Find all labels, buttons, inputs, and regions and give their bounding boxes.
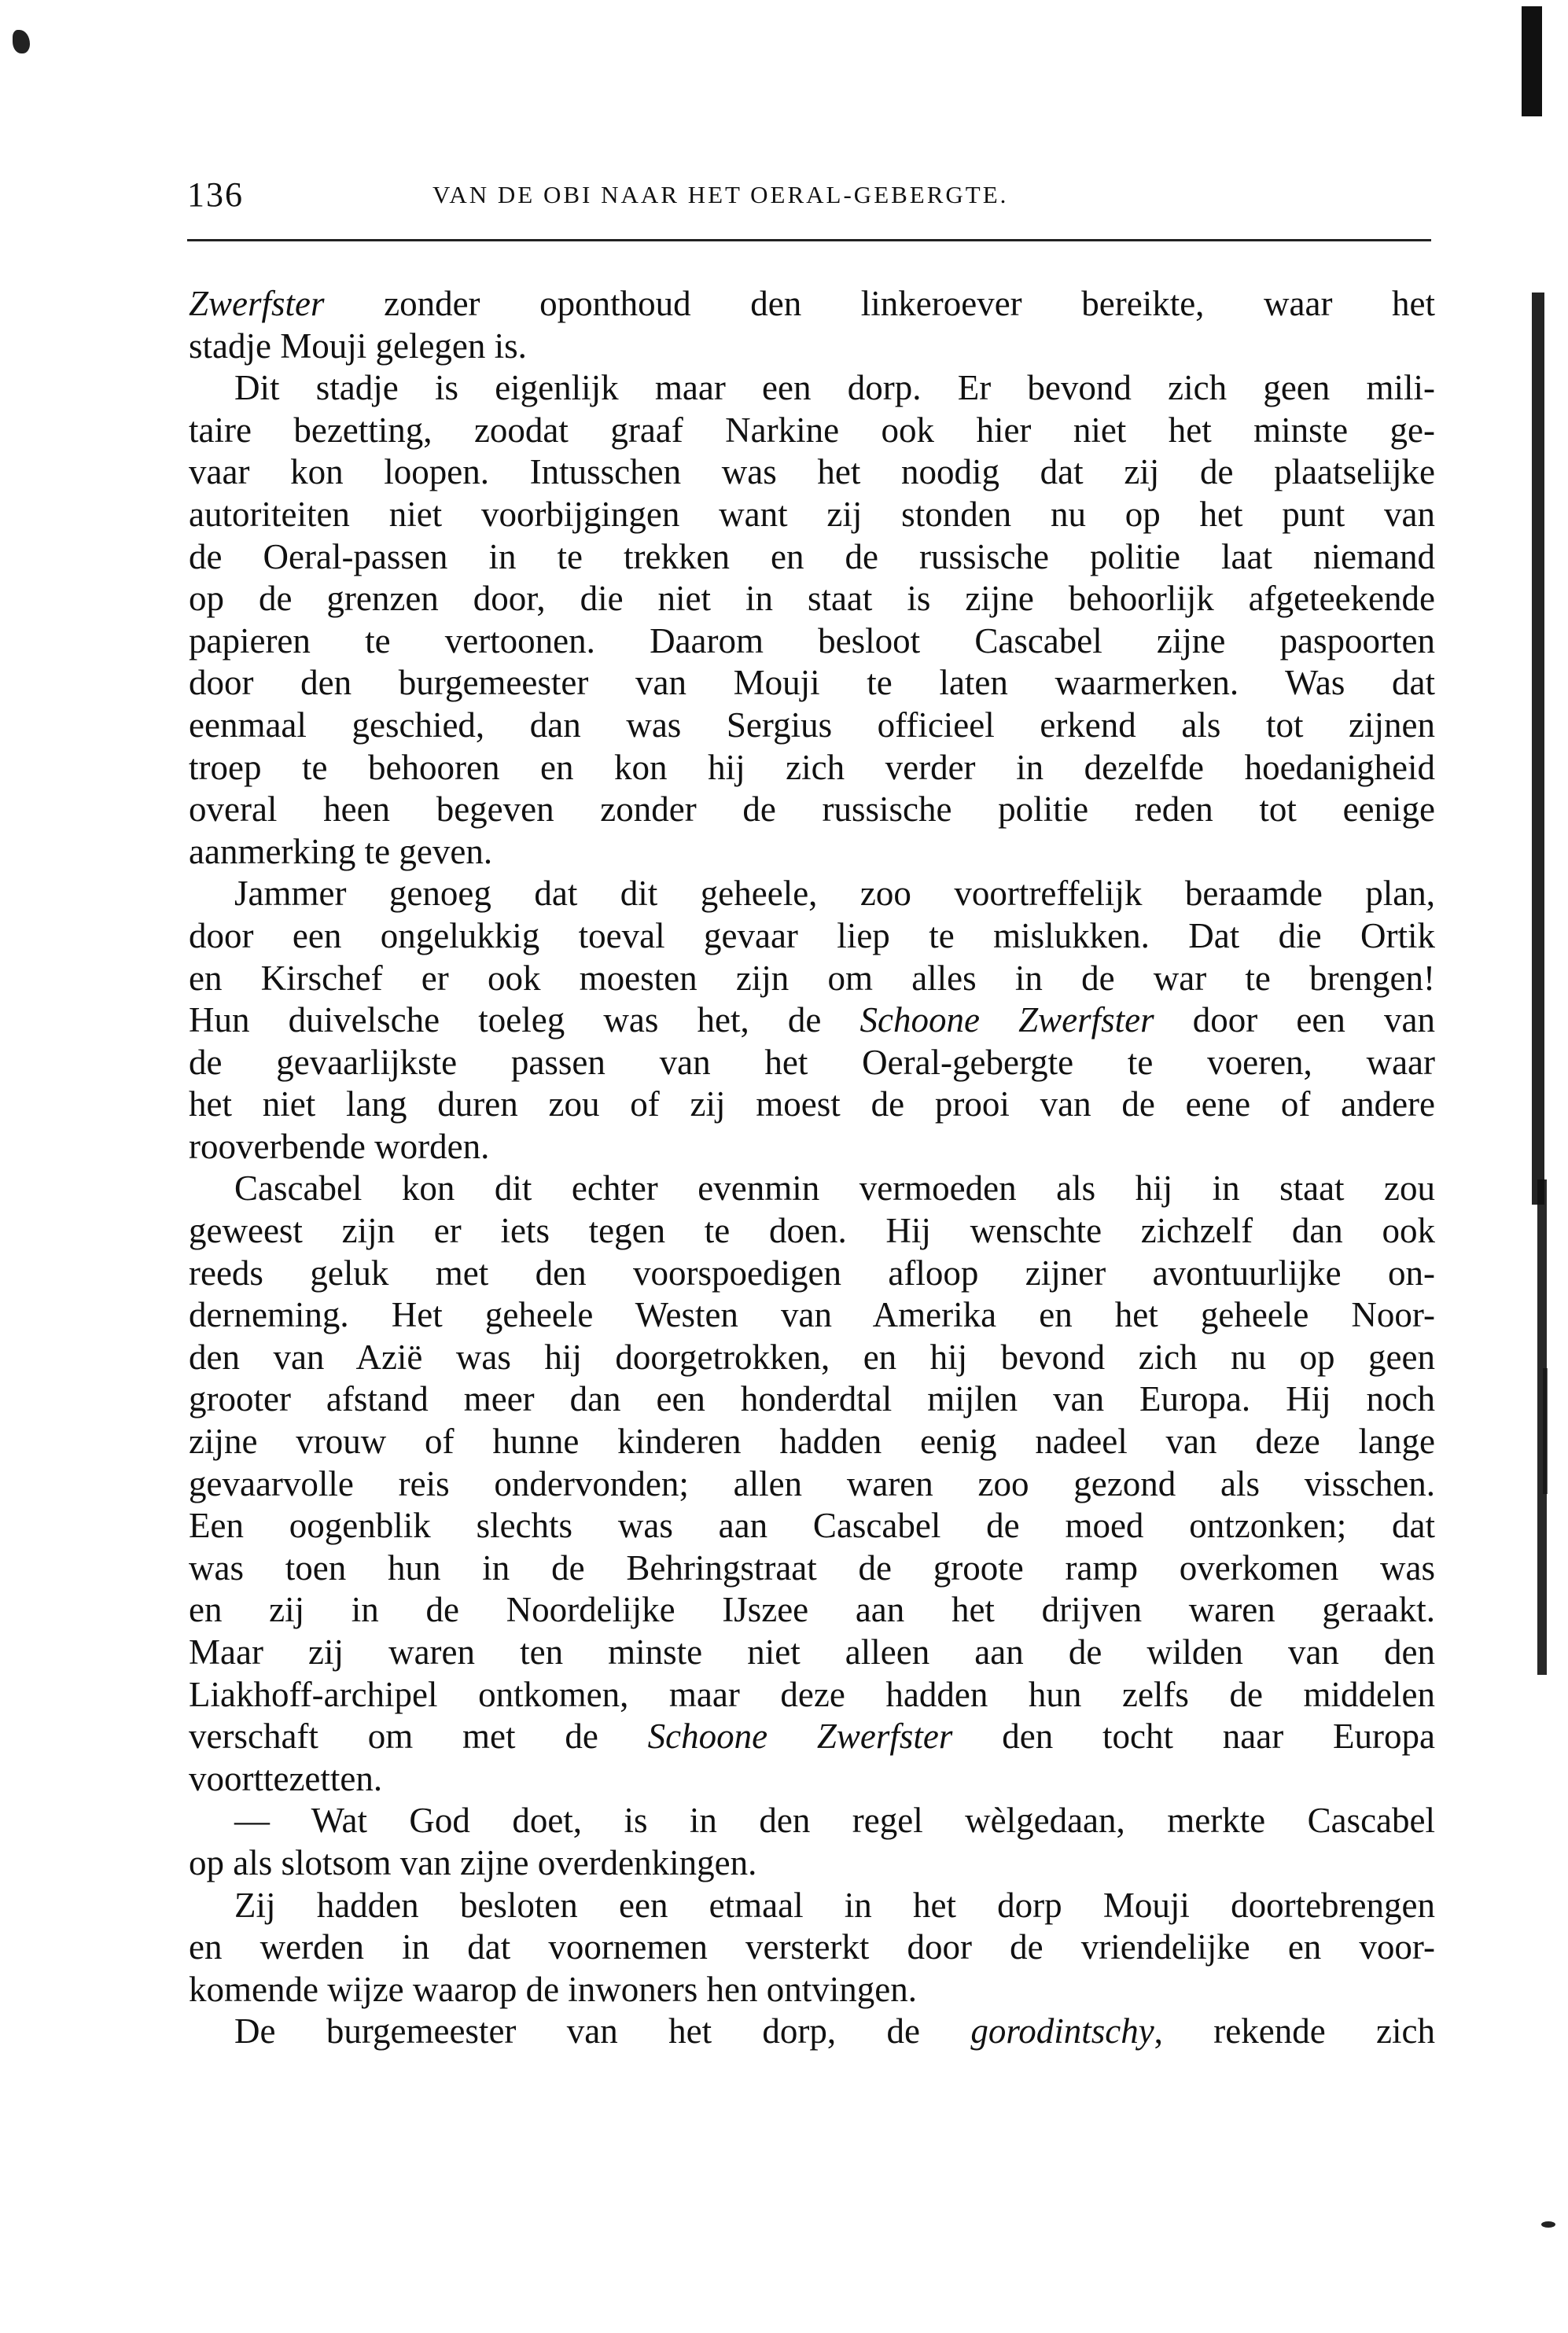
- text-line: [189, 789, 1435, 831]
- text-segment: was toen hun in de Behringstraat de groote ramp overkomen was: [189, 1547, 1435, 1588]
- text-segment: overal heen begeven zonder de russische politie reden tot eenige: [189, 789, 1435, 830]
- page-header: [187, 175, 1437, 222]
- text-line: [189, 578, 1435, 620]
- text-line: [189, 536, 1435, 579]
- text-segment: door een ongelukkig toeval gevaar liep te mislukken. Dat die Ortik: [189, 915, 1435, 955]
- text-segment: derneming. Het geheele Westen van Amerika en het geheele Noor-: [189, 1295, 1435, 1335]
- text-segment: Dit stadje is eigenlijk maar een dorp. Er bevond zich geen mili-: [234, 368, 1435, 408]
- text-line: [189, 367, 1435, 410]
- text-segment: troep te behooren en kon hij zich verder in dezelfde hoedanigheid: [189, 747, 1435, 787]
- text-line: [189, 1842, 1435, 1885]
- running-title: VAN DE OBI NAAR HET OERAL-GEBERGTE.: [432, 181, 1009, 208]
- text-segment: de Oeral-passen in te trekken en de russische politie laat niemand: [189, 536, 1435, 576]
- scan-speck: [1541, 2221, 1555, 2228]
- italic-text: Zwerfster: [189, 284, 325, 323]
- text-line: [189, 1084, 1435, 1126]
- italic-text: Schoone Zwerfster: [647, 1717, 953, 1757]
- text-segment: taire bezetting, zoodat graaf Narkine ook hier niet het minste ge-: [189, 410, 1435, 450]
- text-segment: en zij in de Noordelijke IJszee aan het drijven waren geraakt.: [189, 1590, 1435, 1630]
- text-segment: autoriteiten niet voorbijgingen want zij stonden nu op het punt van: [189, 494, 1435, 534]
- text-segment: reeds geluk met den voorspoedigen afloop zijner avontuurlijke on-: [189, 1253, 1435, 1293]
- text-segment: stadje Mouji gelegen is.: [189, 326, 527, 366]
- text-segment: Zij hadden besloten een etmaal in het dorp Mouji doortebrengen: [234, 1885, 1435, 1925]
- text-segment: voorttezetten.: [189, 1758, 383, 1798]
- text-line: [189, 1210, 1435, 1253]
- text-segment: door den burgemeester van Mouji te laten waarmerken. Was dat: [189, 663, 1435, 703]
- text-line: [189, 915, 1435, 958]
- text-segment: vaar kon loopen. Intusschen was het noodig dat zij de plaatselijke: [189, 452, 1435, 492]
- text-segment: gevaarvolle reis ondervonden; allen waren zoo gezond als visschen.: [189, 1463, 1435, 1503]
- binding-shadow-top: [1522, 6, 1542, 116]
- text-line: [189, 1168, 1435, 1210]
- text-segment: Cascabel kon dit echter evenmin vermoeden als hij in staat zou: [234, 1168, 1435, 1209]
- text-line: [189, 1969, 1435, 2011]
- text-line: [189, 958, 1435, 1000]
- italic-text: Schoone Zwerfster: [859, 1000, 1154, 1040]
- binding-shadow-middle: [1532, 293, 1544, 1205]
- text-line: [189, 1674, 1435, 1717]
- text-segment: grooter afstand meer dan een honderdtal mijlen van Europa. Hij noch: [189, 1379, 1435, 1419]
- text-line: [189, 1758, 1435, 1801]
- text-line: [189, 2011, 1435, 2053]
- text-segment: rooverbende worden.: [189, 1126, 490, 1166]
- text-line: [189, 1378, 1435, 1421]
- text-line: [189, 1126, 1435, 1168]
- text-segment: den van Azië was hij doorgetrokken, en hij bevond zich nu op geen: [189, 1337, 1435, 1377]
- text-segment: Maar zij waren ten minste niet alleen aan de wilden van den: [189, 1632, 1435, 1672]
- text-line: [189, 283, 1435, 326]
- text-segment: De burgemeester van het dorp, de: [234, 2011, 971, 2051]
- text-line: [189, 1042, 1435, 1084]
- text-segment: door een van: [1154, 1000, 1436, 1040]
- corner-mark: [13, 30, 30, 53]
- text-segment: aanmerking te geven.: [189, 831, 493, 871]
- text-line: [189, 1547, 1435, 1590]
- text-line: [189, 451, 1435, 494]
- text-line: [189, 1800, 1435, 1842]
- text-line: [189, 620, 1435, 663]
- text-segment: en Kirschef er ook moesten zijn om alles in de war te brengen!: [189, 958, 1435, 998]
- text-line: [189, 873, 1435, 915]
- text-line: [189, 410, 1435, 452]
- text-segment: zijne vrouw of hunne kinderen hadden eenig nadeel van deze lange: [189, 1422, 1435, 1462]
- text-segment: verschaft om met de: [189, 1717, 648, 1757]
- text-line: [189, 747, 1435, 789]
- text-line: [189, 1294, 1435, 1337]
- text-line: [189, 1885, 1435, 1927]
- italic-text: gorodintschy: [970, 2011, 1154, 2051]
- text-line: [189, 1632, 1435, 1674]
- text-segment: en werden in dat voornemen versterkt door de vriendelijke en voor-: [189, 1927, 1435, 1967]
- text-line: [189, 1589, 1435, 1632]
- text-segment: komende wijze waarop de inwoners hen ontvingen.: [189, 1969, 917, 2009]
- text-segment: zonder oponthoud den linkeroever bereikte, waar het: [324, 284, 1435, 323]
- text-segment: Een oogenblik slechts was aan Cascabel de moed ontzonken; dat: [189, 1506, 1435, 1546]
- text-segment: de gevaarlijkste passen van het Oeral-gebergte te voeren, waar: [189, 1042, 1435, 1082]
- text-line: [189, 831, 1435, 874]
- text-line: [189, 1505, 1435, 1547]
- text-segment: op de grenzen door, die niet in staat is zijne behoorlijk afgeteekende: [189, 579, 1435, 619]
- text-line: [189, 494, 1435, 536]
- text-line: [189, 662, 1435, 705]
- binding-shadow-bottom: [1543, 1368, 1548, 1494]
- text-segment: geweest zijn er iets tegen te doen. Hij wenschte zichzelf dan ook: [189, 1211, 1435, 1251]
- text-segment: Jammer genoeg dat dit geheele, zoo voortreffelijk beraamde plan,: [234, 874, 1435, 914]
- text-segment: Hun duivelsche toeleg was het, de: [189, 1000, 860, 1040]
- text-segment: het niet lang duren zou of zij moest de prooi van de eene of andere: [189, 1084, 1435, 1124]
- text-line: [189, 1421, 1435, 1463]
- text-segment: Liakhoff-archipel ontkomen, maar deze hadden hun zelfs de middelen: [189, 1674, 1435, 1714]
- text-line: [189, 326, 1435, 368]
- text-line: [189, 1716, 1435, 1758]
- text-segment: eenmaal geschied, dan was Sergius officieel erkend als tot zijnen: [189, 705, 1435, 745]
- text-segment: — Wat God doet, is in den regel wèlgedaan, merkte Cascabel: [234, 1801, 1435, 1841]
- header-rule: [187, 239, 1431, 241]
- text-line: [189, 1337, 1435, 1379]
- text-line: [189, 1253, 1435, 1295]
- text-line: [189, 999, 1435, 1042]
- page-number: 136: [187, 175, 244, 214]
- text-line: [189, 705, 1435, 747]
- text-segment: papieren te vertoonen. Daarom besloot Cascabel zijne paspoorten: [189, 620, 1435, 661]
- text-segment: , rekende zich: [1154, 2011, 1435, 2051]
- text-segment: op als slotsom van zijne overdenkingen.: [189, 1842, 757, 1882]
- text-line: [189, 1463, 1435, 1506]
- text-line: [189, 1926, 1435, 1969]
- text-segment: den tocht naar Europa: [952, 1717, 1435, 1757]
- body-text: [189, 283, 1435, 2053]
